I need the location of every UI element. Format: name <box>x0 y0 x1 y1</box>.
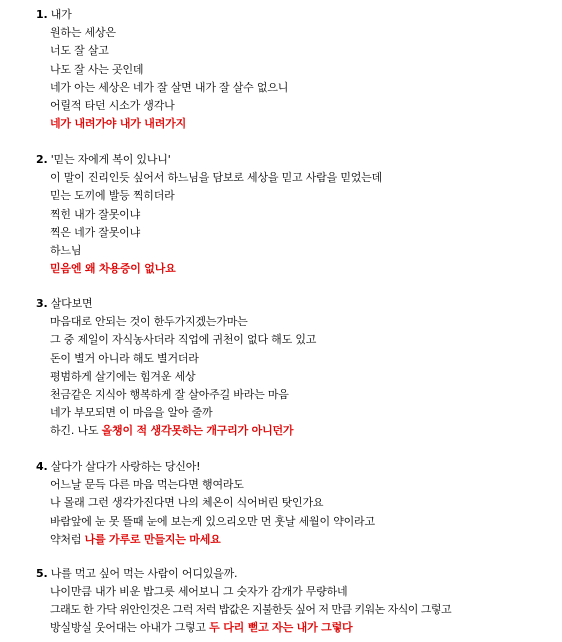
section-title: 살다가 살다가 사랑하는 당신아! <box>50 460 201 473</box>
section-number: 3. <box>36 297 48 310</box>
section-heading <box>36 297 92 311</box>
poem-line: 믿는 도끼에 발등 찍히더라 <box>50 189 175 202</box>
section-title: 나를 먹고 싶어 먹는 사람이 어디있을까. <box>50 567 238 580</box>
poem-line: 어느날 문득 다른 마음 먹는다면 행여라도 <box>50 478 244 491</box>
poem-line-highlighted <box>50 533 221 547</box>
poem-line: 이 말이 진리인듯 싶어서 하느님을 담보로 세상을 믿고 사람을 믿었는데 <box>50 171 383 184</box>
poem-line: 바람앞에 눈 못 뜰때 눈에 보는게 있으리오만 먼 훗날 세월이 약이라고 <box>50 515 375 528</box>
section-number: 4. <box>36 460 48 473</box>
poem-line: 찍은 네가 잘못이냐 <box>50 226 141 239</box>
highlight-line: 네가 내려가야 내가 내려가지 <box>50 117 186 130</box>
poem-line: 네가 부모되면 이 마음을 알아 줄까 <box>50 406 213 419</box>
highlight-text: 올챙이 적 생각못하는 개구리가 아니던가 <box>101 424 294 437</box>
highlight-line: 믿음엔 왜 차용증이 없나요 <box>50 262 176 275</box>
poem-line: 찍힌 내가 잘못이냐 <box>50 208 141 221</box>
poem-line: 나도 잘 사는 곳인데 <box>50 63 144 76</box>
poem-line: 마음대로 안되는 것이 한두가지겠는가마는 <box>50 315 248 328</box>
section-heading <box>36 567 237 581</box>
section-heading <box>36 8 72 22</box>
poem-line: 하느님 <box>50 244 82 257</box>
poem-line: 평범하게 살기에는 힘겨운 세상 <box>50 370 196 383</box>
poem-line-highlighted <box>50 621 352 635</box>
section-title: 살다보면 <box>50 297 93 310</box>
line-prefix: 방실방실 웃어대는 아내가 그렇고 <box>50 621 210 634</box>
poem-line: 그 중 제일이 자식농사더라 직업에 귀천이 없다 해도 있고 <box>50 333 317 346</box>
poem-line: 원하는 세상은 <box>50 26 116 39</box>
poem-line-highlighted <box>50 424 293 438</box>
section-heading <box>36 153 171 167</box>
line-prefix: 약처럼 <box>50 533 85 546</box>
poem-line: 그래도 한 가닥 위안인것은 그럭 저럭 밥값은 지불한듯 싶어 저 만큼 키워논 자식이 그렇고 <box>50 603 452 616</box>
section-number: 5. <box>36 567 48 580</box>
section-title: 내가 <box>50 8 72 21</box>
section-number: 2. <box>36 153 48 166</box>
poem-line: 네가 아는 세상은 네가 잘 살면 내가 잘 살수 없으니 <box>50 81 289 94</box>
section-number: 1. <box>36 8 48 21</box>
section-heading <box>36 460 200 474</box>
highlight-text: 두 다리 뻗고 자는 내가 그렇다 <box>209 621 353 634</box>
poem-line: 돈이 별거 아니라 해도 별거더라 <box>50 352 199 365</box>
poem-line: 나이만큼 내가 비운 밥그릇 세어보니 그 숫자가 감개가 무량하네 <box>50 585 348 598</box>
poem-line: 천금같은 지식아 행복하게 잘 살아주길 바라는 마음 <box>50 388 289 401</box>
section-title: '믿는 자에게 복이 있나니' <box>50 153 171 166</box>
poem-line: 나 몰래 그런 생각가진다면 나의 체온이 식어버린 탓인가요 <box>50 496 324 509</box>
highlight-text: 나를 가루로 만들지는 마세요 <box>84 533 221 546</box>
poem-line: 너도 잘 살고 <box>50 44 109 57</box>
poem-line: 어릴적 타던 시소가 생각나 <box>50 99 175 112</box>
line-prefix: 하긴. 나도 <box>50 424 102 437</box>
